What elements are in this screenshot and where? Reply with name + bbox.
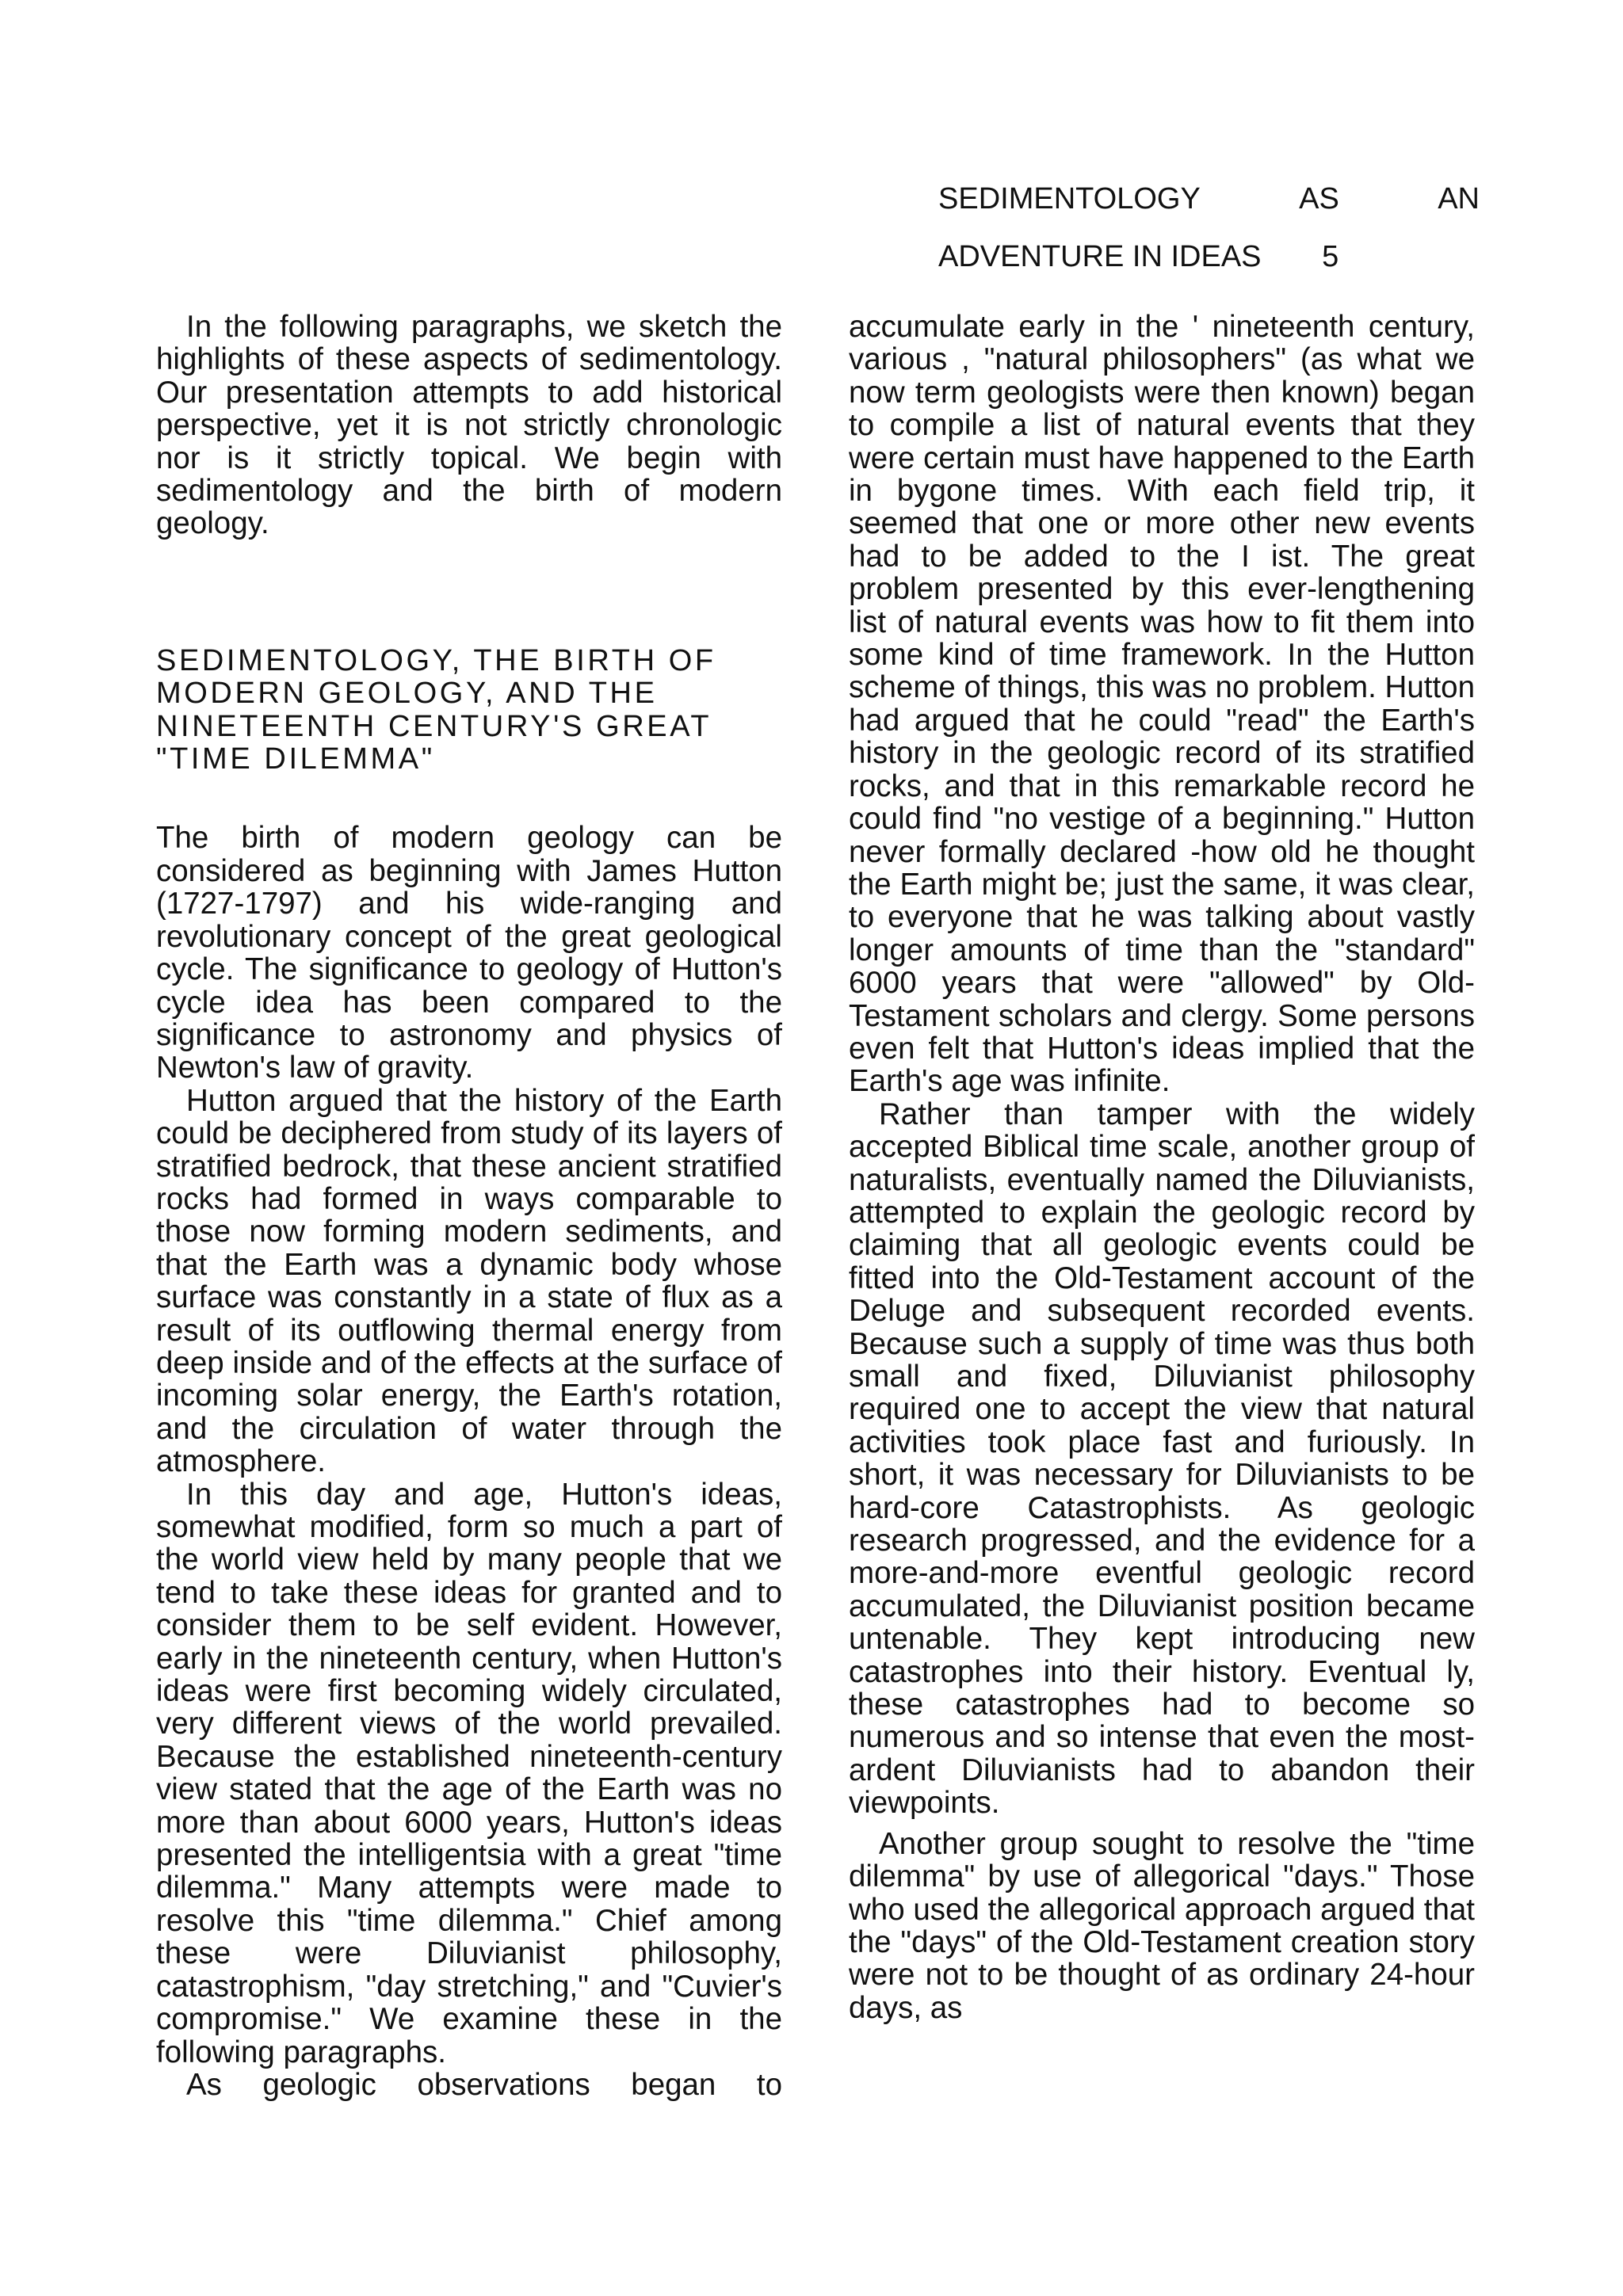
left-column [156, 311, 782, 2101]
running-header-word: SEDIMENTOLOGY [938, 182, 1201, 215]
running-header-word: AS [1299, 182, 1339, 215]
running-header-word: AN [1438, 182, 1480, 215]
right-column [849, 311, 1475, 2024]
section-heading-line-4: "TIME DILEMMA" [156, 742, 435, 776]
body-paragraph: As geologic observations began to [186, 2067, 782, 2102]
body-paragraph: Rather than tamper with the widely accepted Biblical time scale, another group of naturalists, eventually named the Diluvianists, attempted to explain the geologic record by claiming that all geologic events could be fitted into the Old-Testament account of the Deluge and subsequent recorded events. Because such a supply of time was thus both small and fixed, Diluvianist philosophy required one to accept the view that natural activities took place fast and furiously. In short, it was necessary for Diluvianists to be hard-core Catastrophists. As geologic research progressed, and the evidence for a more-and-more eventful geologic record accumulated, the Diluvianist position became untenable. They kept introducing new catastrophes into their history. Eventual ly, these catastrophes had to become so numerous and so intense that even the most-ardent Diluvianists had to abandon their viewpoints. [849, 1097, 1475, 1821]
running-header-line-2 [938, 239, 1480, 274]
running-header-title-2: ADVENTURE IN IDEAS [938, 240, 1262, 273]
body-paragraph: accumulate early in the ' nineteenth century, various , "natural philosophers" (as what we now term geologists were then known) began to compile a list of natural events that they were certain must have happened to the Earth in bygone times. With each field trip, it seemed that one or more other new events had to be added to the I ist. The great problem presented by this ever-lengthening list of natural events was how to fit them into some kind of time framework. In the Hutton scheme of things, this was no problem. Hutton had argued that he could "read" the Earth's history in the geologic record of its stratified rocks, and that in this remarkable record he could find "no vestige of a beginning." Hutton never formally declared -how old he thought the Earth might be; just the same, it was clear, to everyone that he was talking about vastly longer amounts of time than the "standard" 6000 years that were "allowed" by Old-Testament scholars and clergy. Some persons even felt that Hutton's ideas implied that the Earth's age was infinite. [849, 310, 1475, 1099]
section-heading-line-3: NINETEENTH CENTURY'S GREAT [156, 709, 712, 743]
section-heading [156, 645, 782, 776]
body-paragraph: In this day and age, Hutton's ideas, somewhat modified, form so much a part of the world view held by many people that we tend to take these ideas for granted and to consider them to be self evident. However, early in the nineteenth century, when Hutton's ideas were first becoming widely circulated, very different views of the world prevailed. Because the established nineteenth-century view stated that the age of the Earth was no more than about 6000 years, Hutton's ideas presented the intelligentsia with a great "time dilemma." Many attempts were made to resolve this "time dilemma." Chief among these were Diluvianist philosophy, catastrophism, "day stretching," and "Cuvier's compromise." We examine these in the following paragraphs. [156, 1477, 782, 2069]
section-heading-line-2: MODERN GEOLOGY, AND THE [156, 677, 658, 711]
section-heading-line-1: SEDIMENTOLOGY, THE BIRTH OF [156, 643, 716, 677]
body-paragraph: Another group sought to resolve the "time dilemma" by use of allegorical "days." Those who used the allegorical approach argued that the "days" of the Old-Testament creation story were not to be thought of as ordinary 24-hour days, as [849, 1826, 1475, 2025]
running-header-title-1 [938, 181, 1480, 216]
running-header-line-1 [938, 181, 1480, 216]
page-number: 5 [1322, 240, 1339, 273]
body-paragraph: Hutton argued that the history of the Earth could be deciphered from study of its layers of stratified bedrock, that these ancient stratified rocks had formed in ways comparable to those now forming modern sediments, and that the Earth was a dynamic body whose surface was constantly in a state of flux as a result of its outflowing thermal energy from deep inside and of the effects at the surface of incoming solar energy, the Earth's rotation, and the circulation of water through the atmosphere. [156, 1083, 782, 1479]
intro-paragraph: In the following paragraphs, we sketch the highlights of these aspects of sedimentology. Our presentation attempts to add historical perspective, yet it is not strictly chronologic nor is it strictly topical. We begin with sedimentology and the birth of modern geology. [156, 310, 782, 541]
body-paragraph: The birth of modern geology can be considered as beginning with James Hutton (1727-1797) and his wide-ranging and revolutionary concept of the great geological cycle. The significance to geology of Hutton's cycle idea has been compared to the significance to astronomy and physics of Newton's law of gravity. [156, 821, 782, 1085]
